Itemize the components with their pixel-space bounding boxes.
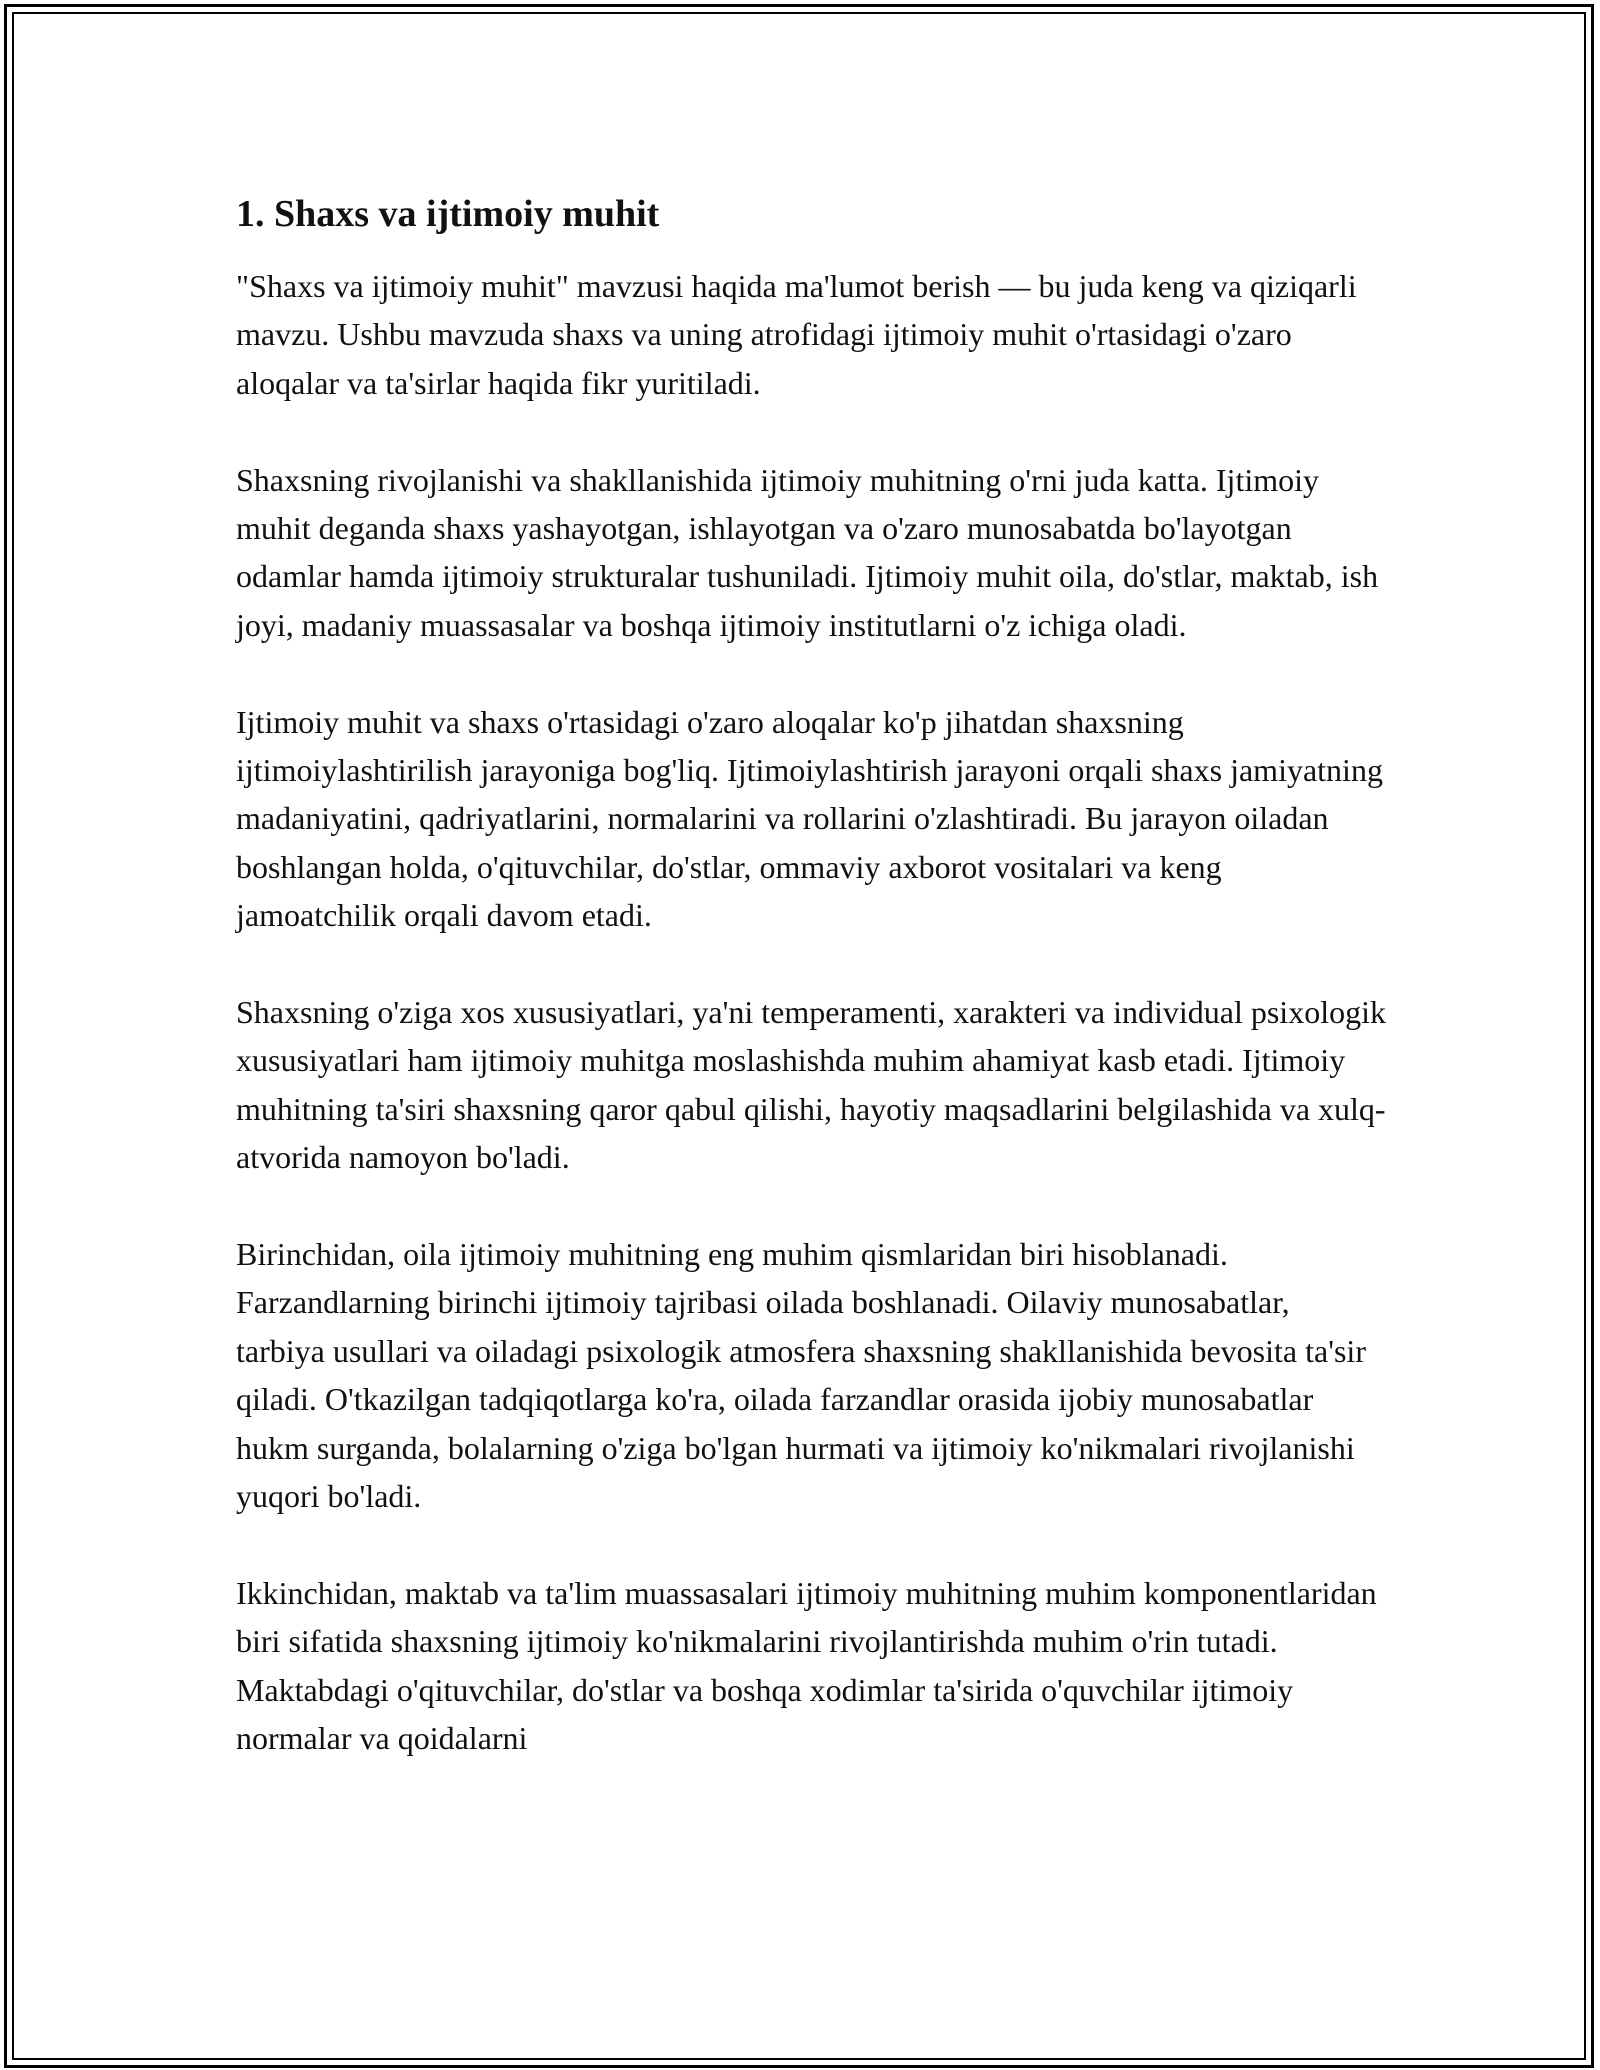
section-title: 1. Shaxs va ijtimoiy muhit [236,193,660,235]
paragraph-socialization: Ijtimoiy muhit va shaxs o'rtasidagi o'zaro aloqalar ko'p jihatdan shaxsning ijtimoiylashtirilish jarayoniga bog'liq. Ijtimoiylashtirish jarayoni orqali shaxs jamiyatning madaniyatini, qadriyatlarini, normalarini va rollarini o'zlashtiradi. Bu jarayon oiladan boshlangan holda, o'qituvchilar, do'stlar, ommaviy axborot vositalari va keng jamoatchilik orqali davom etadi. [236,703,1383,934]
paragraph-individual-traits: Shaxsning o'ziga xos xususiyatlari, ya'ni temperamenti, xarakteri va individual psixologik xususiyatlari ham ijtimoiy muhitga moslashishda muhim ahamiyat kasb etadi. Ijtimoiy muhitning ta'siri shaxsning qaror qabul qilishi, hayotiy maqsadlarini belgilashida va xulq-atvorida namoyon bo'ladi. [236,994,1386,1176]
paragraph-school: Ikkinchidan, maktab va ta'lim muassasalari ijtimoiy muhitning muhim komponentlaridan biri sifatida shaxsning ijtimoiy ko'nikmalarini rivojlantirishda muhim o'rin tutadi. Maktabdagi o'qituvchilar, do'stlar va boshqa xodimlar ta'sirida o'quvchilar ijtimoiy normalar va qoidalarni [236,1574,1377,1757]
paragraph-family: Birinchidan, oila ijtimoiy muhitning eng muhim qismlaridan biri hisoblanadi. Farzandlarning birinchi ijtimoiy tajribasi oilada boshlanadi. Oilaviy munosabatlar, tarbiya usullari va oiladagi psixologik atmosfera shaxsning shakllanishida bevosita ta'sir qiladi. O'tkazilgan tadqiqotlarga ko'ra, oilada farzandlar orasida ijobiy munosabatlar hukm surganda, bolalarning o'ziga bo'lgan hurmati va ijtimoiy ko'nikmalari rivojlanishi yuqori bo'ladi. [236,1236,1366,1515]
paragraph-development: Shaxsning rivojlanishi va shakllanishida ijtimoiy muhitning o'rni juda katta. Ijtimoiy muhit deganda shaxs yashayotgan, ishlayotgan va o'zaro munosabatda bo'layotgan odamlar hamda ijtimoiy strukturalar tushuniladi. Ijtimoiy muhit oila, do'stlar, maktab, ish joyi, madaniy muassasalar va boshqa ijtimoiy institutlarni o'z ichiga oladi. [236,461,1379,643]
document-body [236,188,1386,1811]
paragraph-intro: "Shaxs va ijtimoiy muhit" mavzusi haqida ma'lumot berish — bu juda keng va qiziqarli mavzu. Ushbu mavzuda shaxs va uning atrofidagi ijtimoiy muhit o'rtasidagi o'zaro aloqalar va ta'sirlar haqida fikr yuritiladi. [236,268,1357,401]
